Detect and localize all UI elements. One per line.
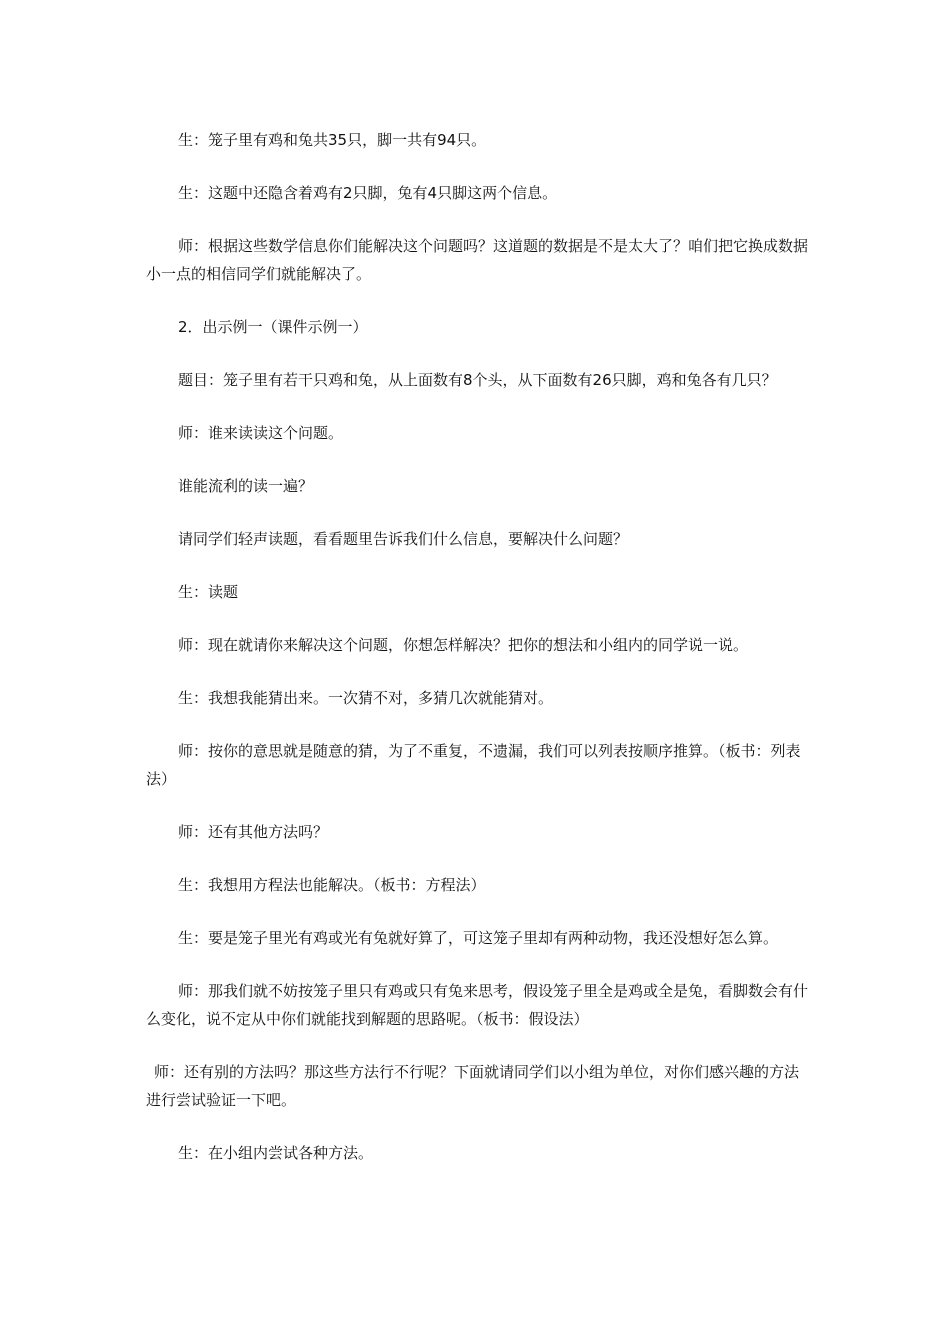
paragraph-16: 师：那我们就不妨按笼子里只有鸡或只有兔来思考，假设笼子里全是鸡或全是兔，看脚数会有什么变化，说不定从中你们就能找到解题的思路呢。（板书：假设法） — [146, 982, 809, 1028]
paragraph-8: 请同学们轻声读题，看看题里告诉我们什么信息，要解决什么问题？ — [178, 530, 629, 548]
paragraph-15: 生：要是笼子里光有鸡或光有兔就好算了，可这笼子里却有两种动物，我还没想好怎么算。 — [178, 929, 779, 947]
paragraph-6: 师：谁来读读这个问题。 — [178, 424, 344, 442]
paragraph-4: 2．出示例一（课件示例一） — [178, 318, 368, 336]
paragraph-18: 生：在小组内尝试各种方法。 — [178, 1144, 374, 1162]
paragraph-2: 生：这题中还隐含着鸡有2只脚，兔有4只脚这两个信息。 — [178, 184, 558, 202]
paragraph-1: 生：笼子里有鸡和兔共35只，脚一共有94只。 — [178, 131, 487, 149]
paragraph-9: 生：读题 — [178, 583, 239, 601]
paragraph-17: 师：还有别的方法吗？那这些方法行不行呢？下面就请同学们以小组为单位，对你们感兴趣的方法进行尝试验证一下吧。 — [146, 1063, 800, 1109]
paragraph-14: 生：我想用方程法也能解决。（板书：方程法） — [178, 876, 486, 894]
paragraph-12: 师：按你的意思就是随意的猜，为了不重复，不遗漏，我们可以列表按顺序推算。（板书：列表法） — [146, 742, 801, 788]
paragraph-10: 师：现在就请你来解决这个问题，你想怎样解决？把你的想法和小组内的同学说一说。 — [178, 636, 749, 654]
paragraph-5: 题目：笼子里有若干只鸡和兔，从上面数有8个头，从下面数有26只脚，鸡和兔各有几只？ — [178, 371, 777, 389]
document-body — [146, 126, 808, 1192]
paragraph-13: 师：还有其他方法吗？ — [178, 823, 329, 841]
paragraph-7: 谁能流利的读一遍？ — [178, 477, 314, 495]
paragraph-3: 师：根据这些数学信息你们能解决这个问题吗？这道题的数据是不是太大了？咱们把它换成数据小一点的相信同学们就能解决了。 — [146, 237, 809, 283]
paragraph-11: 生：我想我能猜出来。一次猜不对，多猜几次就能猜对。 — [178, 689, 554, 707]
